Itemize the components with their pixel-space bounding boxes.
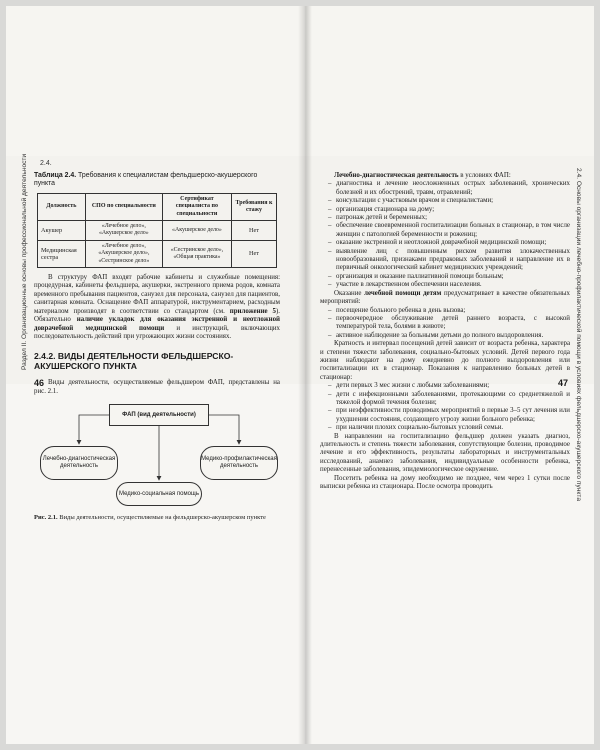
table-cell: Нет bbox=[231, 240, 276, 267]
list-item: – оказание экстренной и неотложной доврачебной медицинской помощи; bbox=[328, 239, 547, 247]
arrow-right bbox=[209, 415, 239, 444]
page-number-right: 47 bbox=[558, 378, 569, 388]
table-header-row bbox=[38, 193, 277, 220]
list-item: – активное наблюдение за больными детьми до полного выздоровления. bbox=[328, 331, 544, 339]
treatment-intro bbox=[320, 172, 570, 180]
text-run: в условиях ФАП: bbox=[458, 172, 511, 179]
list-item: – обеспечение своевременной госпитализации больных в стационар, в том числе женщин с патологией беременности и рожениц; bbox=[328, 222, 570, 238]
table-row bbox=[38, 240, 277, 267]
text-run: Оказание bbox=[334, 289, 365, 297]
section-heading: 2.4.2. ВИДЫ ДЕЯТЕЛЬНОСТИ ФЕЛЬДШЕРСКО-АКУШЕРСКОГО ПУНКТА bbox=[34, 351, 234, 372]
list-item: – организация и оказание паллиативной помощи больным; bbox=[328, 272, 504, 280]
right-running-title: 2.4. Основы организации лечебно-профилактической помощи в условиях фельдшерско-акушерского пункта bbox=[575, 168, 582, 501]
table-cell: «Лечебное дело», «Акушерское дело», «Сестринское дело» bbox=[85, 240, 162, 267]
diagram-node-prevention: Медико-профилактическая деятельность bbox=[200, 446, 278, 480]
figure-caption bbox=[34, 514, 280, 522]
diagram-node-treatment: Лечебно-диагностическая деятельность bbox=[40, 446, 118, 480]
table-cell: Нет bbox=[231, 221, 276, 241]
list-item: – дети с инфекционными заболеваниями, протекающими со среднетяжелой и тяжелой формой течения болезни; bbox=[328, 390, 570, 406]
page-number-left: 46 bbox=[34, 378, 45, 388]
home-visit-paragraph: Посетить ребенка на дому необходимо не позднее, чем через 1 сутки после выписки ребенка из стационара. После осмотра проводить bbox=[320, 474, 570, 491]
text-run: предусматривает в качестве обязательных мероприятий: bbox=[320, 289, 570, 306]
children-care-list bbox=[320, 307, 570, 341]
list-item: – организация стационара на дому; bbox=[328, 205, 435, 213]
activities-paragraph: Виды деятельности, осуществляемые фельдшером ФАП, представлены на рис. 2.1. bbox=[34, 379, 280, 395]
emphasis-run: лечебной помощи детям bbox=[364, 289, 442, 297]
activities-diagram bbox=[34, 402, 284, 508]
figure-caption-label: Рис. 2.1. bbox=[34, 514, 58, 522]
visit-frequency-paragraph: Кратность и интервал посещений детей зависит от возраста ребенка, характера и степени тяжести заболевания, социально-бытовых условий. Детей первого года жизни наблюдают на дому ежедневно до полного выздоровления или госпитализации их в стационар. Показания к направлению больных детей в стационар: bbox=[320, 340, 570, 381]
book-gutter bbox=[298, 6, 312, 744]
appendix-ref: приложение 5 bbox=[229, 307, 276, 315]
table-header-cell: Должность bbox=[38, 193, 86, 220]
right-page bbox=[320, 172, 570, 491]
children-care-paragraph bbox=[320, 290, 570, 307]
text-run: и инструкций, включающих последовательность действий при угрожающих жизни состояниях. bbox=[34, 324, 281, 340]
table-header-cell: СПО по специальности bbox=[85, 193, 162, 220]
list-item: – посещение больного ребенка в день вызова; bbox=[328, 306, 466, 314]
list-item: – участие в лекарственном обеспечении населения. bbox=[328, 281, 482, 289]
list-item: – патронаж детей и беременных; bbox=[328, 214, 427, 222]
table-cell: «Лечебное дело», «Акушерское дело» bbox=[85, 221, 162, 241]
table-cell: Акушер bbox=[38, 221, 86, 241]
text-run: В структуру ФАП входят рабочие кабинеты и служебные помещения: процедурная, кабинеты фельдшера, акушерки, экстренного приема родов, комната временного пребывания пациентов, санузел для персонала, санузел для пациентов, санитарная комната. Оснащение ФАП аппаратурой, инструментарием, расходным материалом производят в соответствии со стандартом (см. bbox=[34, 274, 280, 315]
list-item: – консультации с участковым врачом и специалистами; bbox=[328, 197, 494, 205]
table-caption-label: Таблица 2.4. bbox=[34, 172, 77, 179]
emphasis-run: наличие укладок для оказания экстренной и неотложной доврачебной медицинской помощи bbox=[34, 316, 281, 332]
diagram-node-social: Медико-социальная помощь bbox=[116, 482, 202, 506]
left-page bbox=[34, 172, 280, 522]
treatment-list bbox=[320, 180, 570, 289]
list-item: – при наличии плохих социально-бытовых условий семьи. bbox=[328, 424, 504, 432]
table-cell: Медицинская сестра bbox=[38, 240, 86, 267]
hospitalization-list bbox=[320, 382, 570, 432]
requirements-table bbox=[37, 193, 277, 268]
list-item: – дети первых 3 мес жизни с любыми заболеваниями; bbox=[328, 382, 490, 390]
table-cell: «Акушерское дело» bbox=[162, 221, 231, 241]
table-row bbox=[38, 221, 277, 241]
table-header-cell: Сертификат специалиста по специальности bbox=[162, 193, 231, 220]
list-item: – диагностика и лечение неосложненных острых заболеваний, хронических болезней и их обострений, травм, отравлений; bbox=[328, 180, 570, 196]
page-marker: 2.4. bbox=[40, 160, 52, 167]
figure-caption-text: Виды деятельности, осуществляемые на фельдшерско-акушерском пункте bbox=[57, 514, 266, 522]
arrow-left bbox=[79, 415, 109, 444]
diagram-node-fap: ФАП (вид деятельности) bbox=[109, 404, 209, 426]
left-running-title: Раздел II. Организационные основы профессиональной деятельности bbox=[21, 153, 28, 370]
list-item: – при неэффективности проводимых мероприятий в первые 3–5 сут лечения или ухудшении состояния, создающего угрозу жизни больного ребенка; bbox=[328, 407, 570, 423]
structure-paragraph bbox=[34, 274, 280, 341]
emphasis-run: Лечебно-диагностическая деятельность bbox=[334, 172, 459, 179]
list-item: – первоочередное обслуживание детей раннего возраста, с высокой температурой тела, болями в животе; bbox=[328, 314, 570, 331]
table-cell: «Сестринское дело», «Общая практика» bbox=[162, 240, 231, 267]
table-header-cell: Требования к стажу bbox=[231, 193, 276, 220]
table-caption-text: Требования к специалистам фельдшерско-акушерского пункта bbox=[34, 172, 258, 188]
list-item: – выявление лиц с повышенным риском развития злокачественных новообразований, признаками предраковых заболеваний и направление их в первичный онкологический кабинет медицинских учреждений; bbox=[328, 247, 570, 272]
text-run: ). Обязательно bbox=[34, 307, 281, 324]
referral-paragraph: В направлении на госпитализацию фельдшер должен указать диагноз, длительность и степень тяжести заболевания, сопутствующие болезни, проводимое лечение и его эффективность, результаты лабораторных и инструментальных исследований, анамнез заболевания, индивидуальные особенности ребенка, перенесенные заболевания, эпидемиологическое окружение. bbox=[320, 432, 570, 474]
table-caption bbox=[34, 172, 280, 189]
